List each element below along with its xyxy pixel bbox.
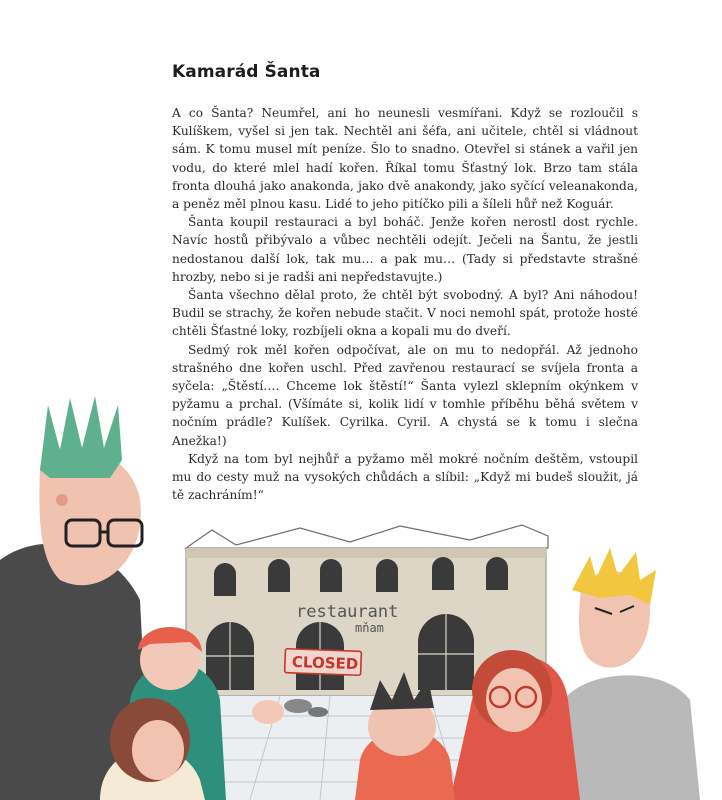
blonde-boy [555, 548, 700, 800]
chapter-title: Kamarád Šanta [172, 62, 321, 82]
paragraph-4: Sedmý rok měl kořen odpočívat, ale on mu to nedopřál. Až jednoho strašného dne kořen uschl. Před zavřenou restaurací se svíjela fronta a syčela: „Štěstí…. Chceme lok štěstí!“ Šanta vylezl sklepním okýnkem v pyžamu a prchal. (Všímáte si, kolik lidí v tomhle příběhu běhá světem v nočním prádle? Kulíšek. Cyrilka. Cyril. A chystá se k tomu i slečna Anežka!) [172, 342, 638, 448]
paragraph-2: Šanta koupil restauraci a byl boháč. Jenže kořen nerostl dost rychle. Navíc hostů přibývalo a vůbec nechtěli odejít. Ječeli na Šantu, že jestli nedostanou další lok, tak mu… a pak mu… (Tady si představte strašné hrozby, nebo si je radši ani nepředstavujte.) [172, 215, 638, 284]
restaurant-sign-sub: mňam [355, 621, 384, 635]
paragraph-1: A co Šanta? Neumřel, ani ho neunesli vesmířani. Když se rozloučil s Kulíškem, vyšel si jen tak. Nechtěl ani šéfa, ani učitele, chtěl si vládnout sám. K tomu musel mít peníze. Šlo to snadno. Otevřel si stánek a vařil jen vodu, do které mlel hadí kořen. Říkal tomu Šťastný lok. Brzo tam stála fronta dlouhá jako anakonda, jako dvě anakondy, jako syčící veleanakonda, a peněz měl plnou kasu. Lidé to jeho pitíčko pili a šíleli hůř než Koguár. [172, 106, 638, 212]
closed-sign: CLOSED [291, 652, 359, 674]
restaurant-sign: restaurant [296, 602, 399, 622]
paragraph-3: Šanta všechno dělal proto, že chtěl být svobodný. A byl? Ani náhodou! Budil se strachy, že kořen nebude stačit. V noci nemohl spát, protože hosté chtěli Šťastné loky, rozbíjeli okna a kopali mu do dveří. [172, 288, 638, 339]
paragraph-5: Když na tom byl nejhůř a pyžamo měl mokré nočním deštěm, vstoupil mu do cesty muž na vysokých chůdách a slíbil: „Když mi budeš sloužit, já tě zachráním!“ [172, 451, 638, 503]
